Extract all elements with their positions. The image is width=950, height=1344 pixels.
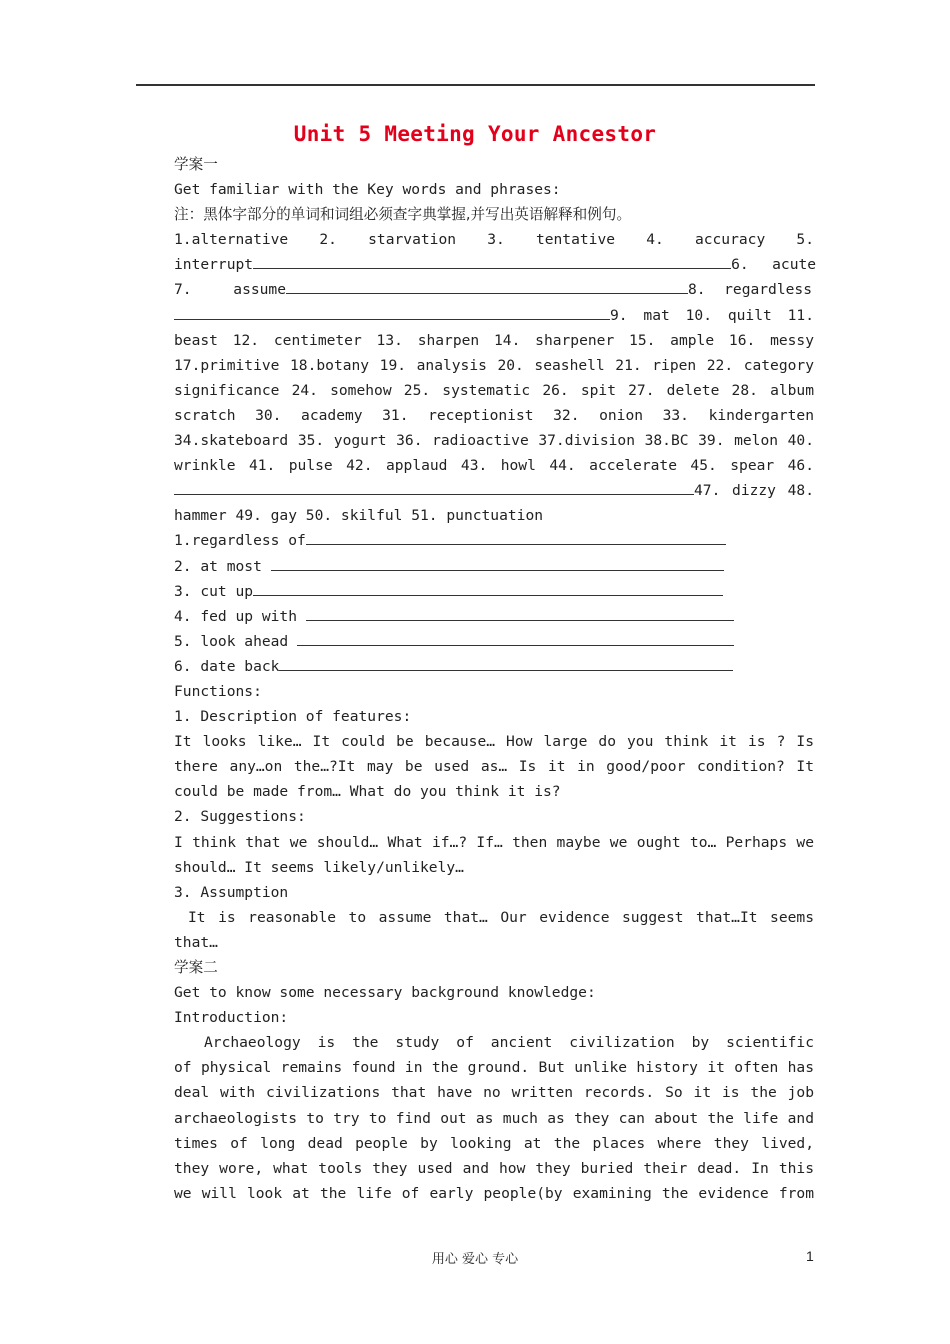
phrase-line: 6. date back <box>174 654 814 679</box>
function-3-line: It is reasonable to assume that… Our evidence suggest that…It seems <box>188 908 814 926</box>
answer-blank[interactable] <box>306 604 734 621</box>
function-1-line: could be made from… What do you think it is? <box>174 783 561 801</box>
function-2-line: should… It seems likely/unlikely… <box>174 858 464 876</box>
word-line: hammer 49. gay 50. skilful 51. punctuation <box>174 507 544 525</box>
paragraph-line: we will look at the life of early people(by examining the evidence from <box>174 1184 814 1202</box>
word-line: 17.primitive 18.botany 19. analysis 20. seashell 21. ripen 22. category <box>174 356 814 374</box>
section1-note: 注：黑体字部分的单词和词组必须查字典掌握,并写出英语解释和例句。 <box>174 206 632 224</box>
answer-blank[interactable] <box>174 478 694 495</box>
word-line: beast 12. centimeter 13. sharpen 14. sharpener 15. ample 16. messy <box>174 331 814 349</box>
function-2-line: I think that we should… What if…? If… then maybe we ought to… Perhaps we <box>174 833 814 851</box>
paragraph-line: Archaeology is the study of ancient civilization by scientific <box>204 1034 814 1052</box>
word-line: 34.skateboard 35. yogurt 36. radioactive 37.division 38.BC 39. melon 40. <box>174 432 814 450</box>
answer-blank[interactable] <box>286 277 688 294</box>
phrase-line: 2. at most <box>174 554 814 579</box>
answer-blank[interactable] <box>253 579 723 596</box>
word-line: 9. mat 10. quilt 11. <box>174 303 814 328</box>
answer-blank[interactable] <box>174 303 610 320</box>
function-2-heading: 2. Suggestions: <box>174 808 306 826</box>
functions-heading: Functions: <box>174 682 262 700</box>
page-number: 1 <box>806 1248 814 1264</box>
function-3-line: that… <box>174 933 218 951</box>
word-line: interrupt 6. acute <box>174 252 814 277</box>
section2-subheading: Introduction: <box>174 1009 289 1027</box>
phrase-line: 5. look ahead <box>174 629 814 654</box>
answer-blank[interactable] <box>279 654 733 671</box>
paragraph-line: they wore, what tools they used and how they buried their dead. In this <box>174 1159 814 1177</box>
phrase-line: 3. cut up <box>174 579 814 604</box>
page-title: Unit 5 Meeting Your Ancestor <box>293 122 657 146</box>
function-1-line: there any…on the…?It may be used as… Is it in good/poor condition? It <box>174 758 814 776</box>
section2-heading: 学案二 <box>174 959 218 976</box>
section1-heading: 学案一 <box>174 156 218 173</box>
word-line: 7. assume 8. regardless <box>174 277 814 302</box>
page-footer: 用心 爱心 专心 <box>431 1252 519 1267</box>
function-1-heading: 1. Description of features: <box>174 708 412 726</box>
word-line: significance 24. somehow 25. systematic 26. spit 27. delete 28. album <box>174 381 814 399</box>
answer-blank[interactable] <box>297 629 734 646</box>
word-line: scratch 30. academy 31. receptionist 32. onion 33. kindergarten <box>174 406 814 424</box>
answer-blank[interactable] <box>306 528 726 545</box>
header-rule <box>136 84 815 86</box>
answer-blank[interactable] <box>253 252 731 269</box>
word-line: 47. dizzy 48. <box>174 478 814 503</box>
section2-intro: Get to know some necessary background knowledge: <box>174 984 596 1002</box>
paragraph-line: times of long dead people by looking at the places where they lived, <box>174 1134 814 1152</box>
answer-blank[interactable] <box>271 554 724 571</box>
paragraph-line: archaeologists to try to find out as much as they can about the life and <box>174 1109 814 1127</box>
word-line: 1.alternative 2. starvation 3. tentative 4. accuracy 5. <box>174 231 814 249</box>
section1-intro: Get familiar with the Key words and phrases: <box>174 181 561 199</box>
paragraph-line: of physical remains found in the ground. But unlike history it often has <box>174 1059 814 1077</box>
phrase-line: 1.regardless of <box>174 528 814 553</box>
word-line: wrinkle 41. pulse 42. applaud 43. howl 44. accelerate 45. spear 46. <box>174 457 814 475</box>
function-3-heading: 3. Assumption <box>174 883 289 901</box>
document-body <box>174 152 817 1206</box>
function-1-line: It looks like… It could be because… How large do you think it is ? Is <box>174 733 814 751</box>
paragraph-line: deal with civilizations that have no written records. So it is the job <box>174 1084 814 1102</box>
phrase-line: 4. fed up with <box>174 604 814 629</box>
